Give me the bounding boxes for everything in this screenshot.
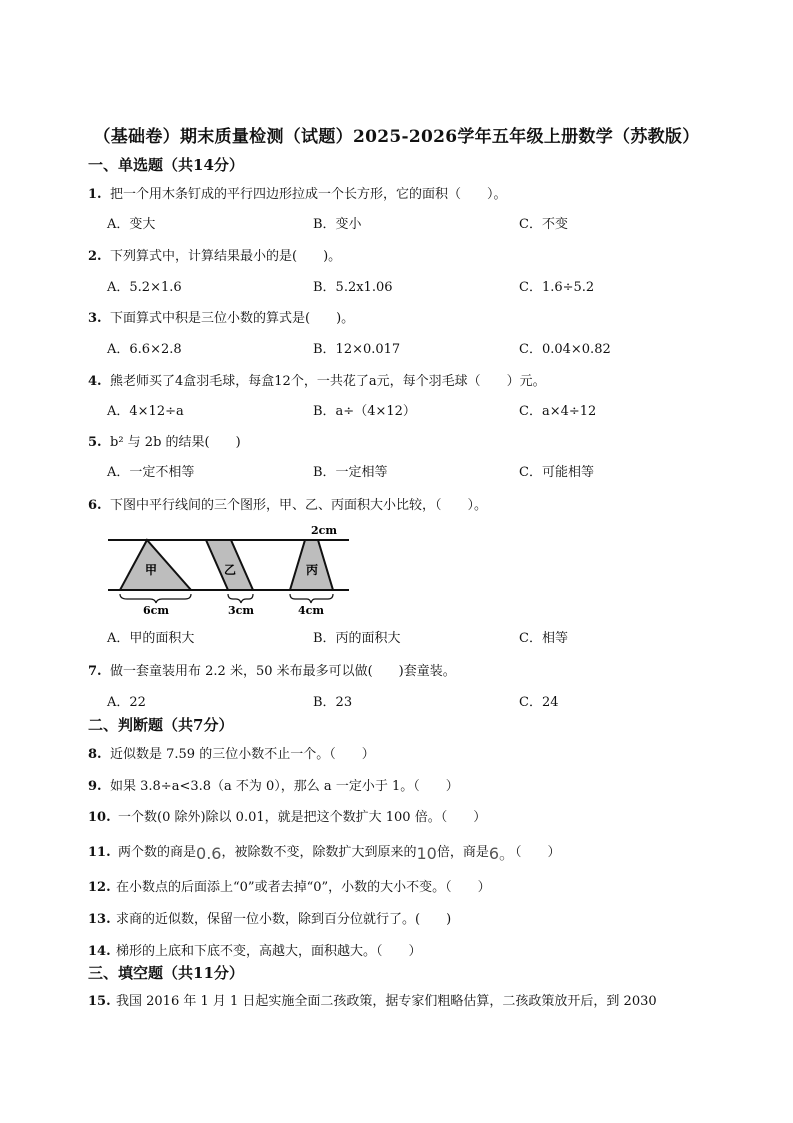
option-2c: C．1.6÷5.2 — [519, 280, 595, 295]
dim-label-jia: 6cm — [143, 604, 169, 617]
question-8 — [88, 743, 375, 762]
value-6: 6。 — [488, 844, 516, 863]
option-7a: A．22 — [107, 695, 146, 710]
value-0-6: 0.6 — [196, 844, 222, 863]
option-4c: C．a×4÷12 — [519, 404, 597, 419]
page-title: （基础卷）期末质量检测（试题）2025-2026学年五年级上册数学（苏教版） — [93, 127, 700, 147]
question-4 — [88, 370, 546, 389]
question-text: 下图中平行线间的三个图形，甲、乙、丙面积大小比较，（ ）。 — [110, 498, 488, 513]
question-number: 1. — [88, 187, 102, 202]
question-10 — [88, 806, 486, 825]
question-9 — [88, 775, 459, 794]
question-text: 一个数(0 除外)除以 0.01，就是把这个数扩大 100 倍。（ ） — [118, 810, 487, 825]
question-number: 10. — [88, 810, 111, 825]
option-3b: B．12×0.017 — [313, 342, 401, 357]
question-5 — [88, 431, 241, 450]
question-6 — [88, 494, 487, 513]
question-text: 下面算式中积是三位小数的算式是( )。 — [110, 311, 355, 326]
question-12 — [88, 876, 491, 895]
shape-label-yi: 乙 — [223, 563, 237, 577]
question-number: 11. — [88, 845, 111, 860]
question-number: 9. — [88, 779, 102, 794]
question-text: 熊老师买了4盒羽毛球，每盒12个，一共花了a元，每个羽毛球（ ）元。 — [110, 374, 546, 389]
question-number: 2. — [88, 249, 102, 264]
question-15 — [88, 990, 657, 1009]
option-1b: B．变小 — [313, 217, 362, 232]
question-number: 6. — [88, 498, 102, 513]
question-text: 如果 3.8÷a<3.8（a 不为 0），那么 a 一定小于 1。（ ） — [110, 779, 459, 794]
section-heading-fill-in: 三、填空题（共11分） — [88, 964, 244, 982]
option-6b: B．丙的面积大 — [313, 631, 401, 646]
option-3a: A．6.6×2.8 — [107, 342, 182, 357]
question-14 — [88, 940, 422, 959]
question-number: 5. — [88, 435, 102, 450]
question-number: 13. — [88, 912, 111, 927]
question-text: 在小数点的后面添上“0”或者去掉“0”，小数的大小不变。（ ） — [116, 880, 491, 895]
question-1 — [88, 183, 507, 202]
question-7 — [88, 660, 456, 679]
question-text: 求商的近似数，保留一位小数，除到百分位就行了。( ) — [116, 912, 452, 927]
question-number: 12. — [88, 880, 111, 895]
question-11 — [88, 838, 561, 861]
question-text: b² 与 2b 的结果( ) — [110, 435, 241, 450]
option-5c: C．可能相等 — [519, 465, 594, 480]
option-4b: B．a÷（4×12） — [313, 404, 416, 419]
option-7c: C．24 — [519, 695, 559, 710]
question-2 — [88, 245, 341, 264]
option-6c: C．相等 — [519, 631, 568, 646]
option-5a: A．一定不相等 — [107, 465, 195, 480]
option-2b: B．5.2x1.06 — [313, 280, 393, 295]
option-5b: B．一定相等 — [313, 465, 388, 480]
question-number: 4. — [88, 374, 102, 389]
question-text-part: ，被除数不变，除数扩大到原来的 — [221, 845, 417, 860]
option-4a: A．4×12÷a — [107, 404, 184, 419]
option-1c: C．不变 — [519, 217, 568, 232]
question-number: 7. — [88, 664, 102, 679]
question-text: 梯形的上底和下底不变，高越大，面积越大。（ ） — [116, 944, 422, 959]
option-6a: A．甲的面积大 — [107, 631, 195, 646]
dim-label-yi: 3cm — [228, 604, 254, 617]
question-3 — [88, 307, 354, 326]
question-number: 14. — [88, 944, 111, 959]
dim-top-label: 2cm — [311, 524, 337, 537]
question-number: 8. — [88, 747, 102, 762]
question-13 — [88, 908, 451, 927]
shape-label-bing: 丙 — [305, 563, 319, 577]
question-text: 我国 2016 年 1 月 1 日起实施全面二孩政策，据专家们粗略估算，二孩政策放开后，到 2030 — [116, 994, 657, 1009]
value-10: 10 — [416, 844, 437, 863]
question-text: 近似数是 7.59 的三位小数不止一个。（ ） — [110, 747, 375, 762]
parallel-lines-figure — [105, 522, 355, 617]
question-number: 15. — [88, 994, 111, 1009]
question-text-part: （ ） — [515, 845, 561, 860]
question-number: 3. — [88, 311, 102, 326]
question-text: 做一套童装用布 2.2 米，50 米布最多可以做( )套童装。 — [110, 664, 456, 679]
question-text-part: 倍，商是 — [436, 845, 489, 860]
dim-label-bing: 4cm — [298, 604, 324, 617]
section-heading-true-false: 二、判断题（共7分） — [88, 716, 234, 734]
section-heading-single-choice: 一、单选题（共14分） — [88, 156, 244, 174]
option-3c: C．0.04×0.82 — [519, 342, 611, 357]
option-7b: B．23 — [313, 695, 353, 710]
shape-label-jia: 甲 — [144, 563, 158, 577]
question-text: 把一个用木条钉成的平行四边形拉成一个长方形，它的面积（ ）。 — [110, 187, 507, 202]
option-1a: A．变大 — [107, 217, 156, 232]
question-text-part: 两个数的商是 — [118, 845, 197, 860]
option-2a: A．5.2×1.6 — [107, 280, 182, 295]
question-text: 下列算式中，计算结果最小的是( )。 — [110, 249, 342, 264]
